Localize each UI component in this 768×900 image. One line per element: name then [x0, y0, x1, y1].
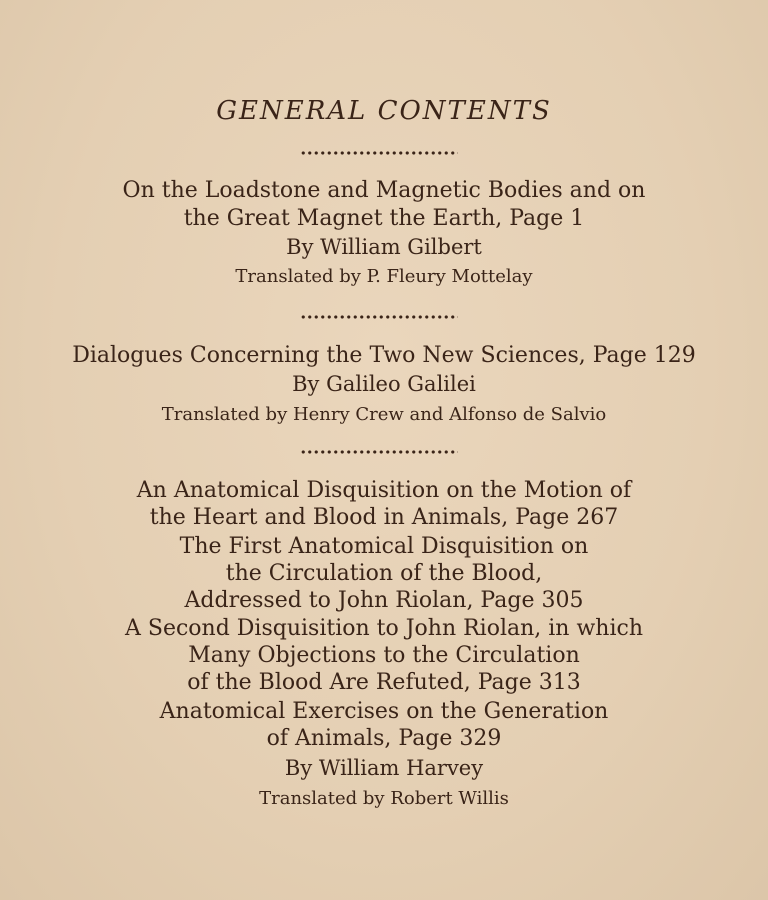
translator-line: Translated by Robert Willis — [259, 788, 509, 809]
work-title-line: the Circulation of the Blood, — [225, 561, 543, 586]
author-line: By William Harvey — [284, 756, 484, 780]
divider-ornament — [300, 150, 458, 156]
author-line: By Galileo Galilei — [292, 372, 476, 396]
work-title-line: the Heart and Blood in Animals, Page 267 — [149, 505, 619, 530]
divider-ornament — [300, 314, 458, 320]
translator-line: Translated by Henry Crew and Alfonso de Salvio — [161, 404, 607, 425]
work-title-line: The First Anatomical Disquisition on — [179, 534, 589, 559]
divider-ornament — [300, 449, 458, 455]
work-title-line: Addressed to John Riolan, Page 305 — [184, 588, 584, 613]
work-title-line: An Anatomical Disquisition on the Motion of — [136, 478, 632, 503]
work-title-line: Dialogues Concerning the Two New Sciences, Page 129 — [72, 343, 696, 368]
work-title-line: On the Loadstone and Magnetic Bodies and on — [122, 178, 646, 203]
page-title: GENERAL CONTENTS — [216, 96, 552, 126]
work-title-line: Many Objections to the Circulation — [188, 643, 580, 668]
work-title-line: A Second Disquisition to John Riolan, in which — [125, 616, 643, 641]
author-line: By William Gilbert — [286, 235, 482, 259]
work-title-line: of Animals, Page 329 — [266, 726, 502, 751]
translator-line: Translated by P. Fleury Mottelay — [235, 266, 533, 287]
work-title-line: Anatomical Exercises on the Generation — [159, 699, 609, 724]
work-title-line: of the Blood Are Refuted, Page 313 — [187, 670, 581, 695]
work-title-line: the Great Magnet the Earth, Page 1 — [183, 206, 585, 231]
